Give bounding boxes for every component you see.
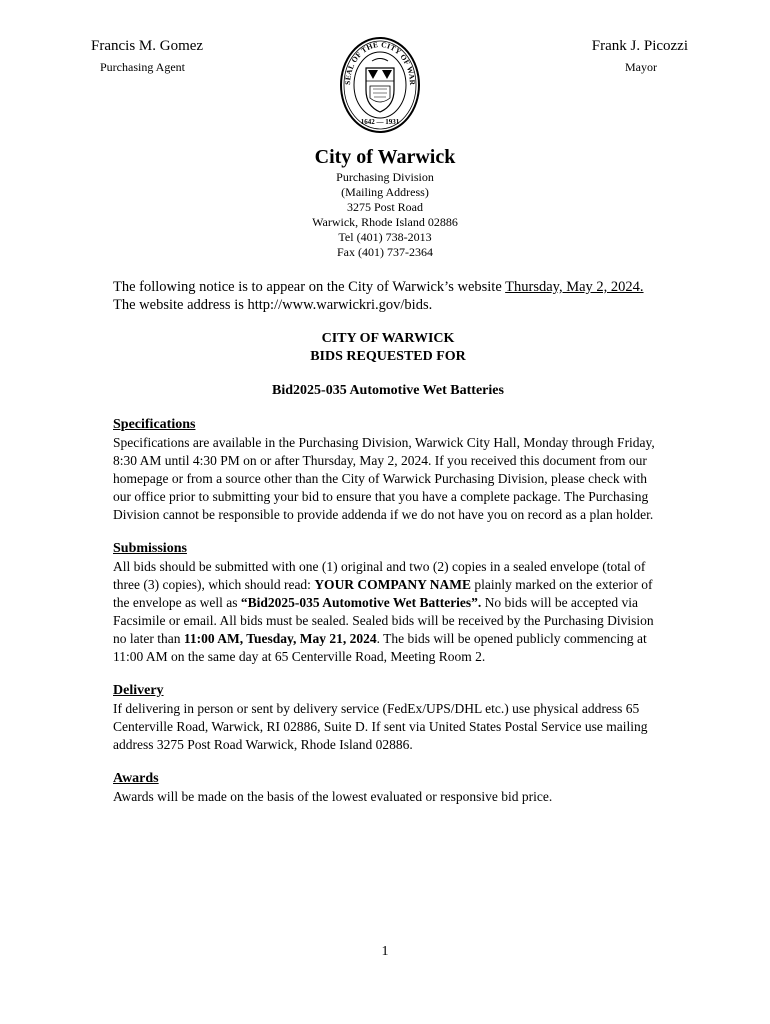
submissions-text: No bids will be accepted via Facsimile or email. All bids must be sealed. Sealed bids will be received by the Purchasing Division no later than	[113, 595, 654, 646]
submissions-text: . The bids will be opened publicly commencing at 11:00 AM on the same day at 65 Centerville Road, Meeting Room 2.	[113, 631, 647, 664]
fax-number: Fax (401) 737-2364	[337, 245, 433, 259]
submissions-body	[113, 558, 663, 666]
address-line: 3275 Post Road	[346, 200, 423, 214]
submissions-text: plainly marked on the exterior of the envelope as well as	[113, 577, 653, 610]
notice-text: The following notice is to appear on the City of Warwick’s website	[113, 279, 506, 295]
submissions-text: All bids should be submitted with one (1) original and two (2) copies in a sealed envelope (total of three (3) copies), which should read:	[113, 559, 646, 592]
bid-deadline: 11:00 AM, Tuesday, May 21, 2024	[183, 631, 377, 646]
notice-paragraph	[113, 278, 663, 314]
page-number: 1	[381, 944, 389, 959]
mayor-title: Mayor	[625, 60, 657, 74]
purchasing-agent-title: Purchasing Agent	[100, 60, 185, 74]
delivery-body: If delivering in person or sent by delivery service (FedEx/UPS/DHL etc.) use physical address 65 Centerville Road, Warwick, RI 02886, Suite D. If sent via United States Postal Service use mailing address 3275 Post Road Warwick, Rhode Island 02886.	[113, 701, 648, 752]
address-line: (Mailing Address)	[341, 185, 429, 199]
city-name: City of Warwick	[314, 146, 456, 168]
phone-number: Tel (401) 738-2013	[338, 230, 432, 244]
bids-heading	[113, 330, 663, 366]
seal-text: SEAL OF THE CITY OF WAR	[342, 39, 418, 86]
section-title-delivery: Delivery	[113, 683, 164, 698]
city-seal-icon	[339, 36, 421, 134]
mayor-name: Frank J. Picozzi	[591, 38, 688, 54]
purchasing-agent-name: Francis M. Gomez	[91, 38, 204, 54]
heading-city: CITY OF WARWICK	[321, 331, 455, 346]
section-title-submissions: Submissions	[113, 541, 187, 556]
section-title-awards: Awards	[113, 771, 159, 786]
awards-body: Awards will be made on the basis of the lowest evaluated or responsive bid price.	[113, 789, 553, 804]
specifications-body: Specifications are available in the Purchasing Division, Warwick City Hall, Monday through Friday, 8:30 AM until 4:30 PM on or after Thursday, May 2, 2024. If you received this document from our homepage or from a source other than the City of Warwick Purchasing Division, please check with our office prior to submitting your bid to ensure that you have a complete package. The Purchasing Division cannot be responsible to provide addenda if we do not have you on record as a plan holder.	[113, 435, 655, 522]
address-line: Warwick, Rhode Island 02886	[312, 215, 458, 229]
document-body	[113, 278, 663, 806]
bid-reference: “Bid2025-035 Automotive Wet Batteries”.	[240, 595, 482, 610]
bid-title: Bid2025-035 Automotive Wet Batteries	[272, 383, 504, 398]
company-name-placeholder: YOUR COMPANY NAME	[314, 577, 472, 592]
address-line: Purchasing Division	[336, 170, 434, 184]
notice-website: The website address is http://www.warwickri.gov/bids.	[113, 297, 433, 313]
seal-years: 1642 — 1931	[360, 118, 400, 126]
city-info-block	[0, 144, 770, 260]
heading-bids-requested: BIDS REQUESTED FOR	[310, 349, 466, 364]
section-title-specifications: Specifications	[113, 417, 196, 432]
notice-date: Thursday, May 2, 2024.	[505, 279, 644, 295]
